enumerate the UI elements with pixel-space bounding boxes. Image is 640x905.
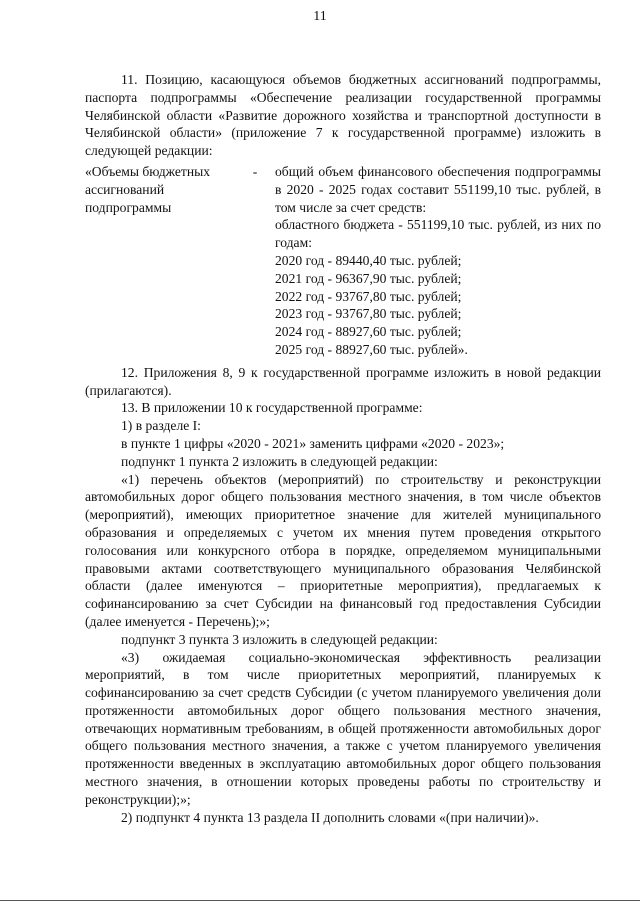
bottom-rule (0, 900, 640, 901)
year-line: 2020 год - 89440,40 тыс. рублей; (275, 252, 462, 268)
year-line: 2025 год - 88927,60 тыс. рублей». (275, 341, 468, 357)
passport-total-text: общий объем финансового обеспечения подпрограммы в 2020 - 2025 годах составит 551199,10 тыс. рублей, в том числе за счет средств: (275, 163, 601, 215)
year-line: 2023 год - 93767,80 тыс. рублей; (275, 306, 462, 322)
item-13-paragraph: в пункте 1 цифры «2020 - 2021» заменить цифрами «2020 - 2023»; (121, 435, 505, 451)
passport-funding-label: «Объемы бюджетных ассигнований подпрограммы (85, 163, 211, 215)
page-number: 11 (313, 9, 327, 24)
item-13-quoted-subitem-3: «3) ожидаемая социально-экономическая эффективность реализации мероприятий, в том числе приоритетных мероприятий, планируемых к софинансированию за счет средств Субсидии (с учетом планируемого увеличения доли протяженности автомобильных дорог общего пользования местного значения, отвечающих нормативным требованиям, в общей протяженности автомобильных дорог общего пользования местного значения, а также с учетом планируемого увеличения протяженности введенных в эксплуатацию автомобильных дорог общего пользования местного значения, в отношении которых проведены работы по строительству и реконструкции);»; (85, 649, 601, 807)
item-13-section-2: 2) подпункт 4 пункта 13 раздела II дополнить словами «(при наличии)». (121, 809, 539, 825)
item-11-intro: 11. Позицию, касающуюся объемов бюджетных ассигнований подпрограммы, паспорта подпрограммы «Обеспечение реализации государственной программы Челябинской области «Развитие дорожного хозяйства и транспортной доступности в Челябинской области» (приложение 7 к государственной программе) изложить в следующей редакции: (85, 72, 601, 159)
item-13-paragraph: подпункт 3 пункта 3 изложить в следующей редакции: (121, 631, 438, 647)
passport-funding-details (275, 163, 601, 359)
year-line: 2021 год - 96367,90 тыс. рублей; (275, 270, 462, 286)
year-line: 2024 год - 88927,60 тыс. рублей; (275, 324, 462, 340)
passport-dash: - (252, 163, 258, 179)
item-13-section-1: 1) в разделе I: (121, 418, 201, 434)
item-13-paragraph: подпункт 1 пункта 2 изложить в следующей редакции: (121, 453, 438, 469)
passport-funding-row (85, 163, 601, 359)
passport-regional-text: областного бюджета - 551199,10 тыс. рублей, из них по годам: (275, 217, 601, 251)
item-13-quoted-subitem-1: «1) перечень объектов (мероприятий) по строительству и реконструкции автомобильных дорог общего пользования местного значения, в том числе объектов (мероприятий), имеющих приоритетное значение для жителей муниципального образования и определяемых с учетом их мнения путем проведения открытого голосования или конкурсного отбора в порядке, определяемом муниципальными правовыми актами соответствующего муниципального образования Челябинской области (далее именуются – приоритетные мероприятия), предлагаемых к софинансированию за счет Субсидии на финансовый год предоставления Субсидии (далее именуется - Перечень);»; (85, 471, 601, 629)
item-12-text: 12. Приложения 8, 9 к государственной программе изложить в новой редакции (прилагаются). (85, 364, 601, 398)
item-13-intro: 13. В приложении 10 к государственной программе: (121, 400, 423, 416)
document-body (85, 71, 601, 826)
year-line: 2022 год - 93767,80 тыс. рублей; (275, 288, 462, 304)
